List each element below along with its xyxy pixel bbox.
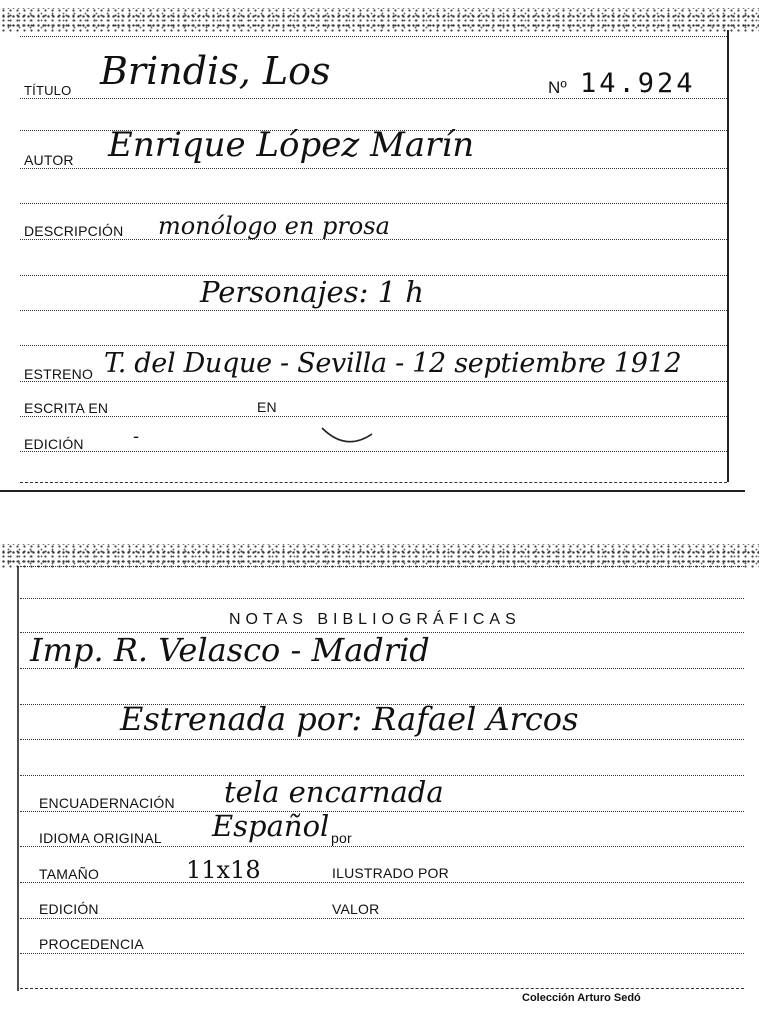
estreno-label: ESTRENO [24, 366, 94, 382]
encuadernacion-label: ENCUADERNACIÓN [39, 795, 175, 811]
idioma-label: IDIOMA ORIGINAL [39, 830, 162, 846]
ruled-line [20, 416, 727, 417]
ruled-line [20, 566, 744, 567]
tamano-label: TAMAÑO [39, 866, 100, 882]
descripcion-label: DESCRIPCIÓN [24, 223, 124, 239]
autor-label: AUTOR [24, 152, 74, 168]
ilustrado-label: ILUSTRADO POR [332, 865, 449, 881]
ruled-line [20, 451, 727, 452]
ruled-line [20, 36, 727, 37]
edicion-label-card2: EDICIÓN [39, 901, 99, 917]
ruled-line [20, 811, 744, 812]
card-top-edge-texture [0, 8, 759, 32]
ruled-line [20, 203, 727, 204]
descripcion-value: monólogo en prosa [158, 212, 390, 240]
ruled-line [20, 381, 727, 382]
edicion-value: - [133, 426, 140, 447]
nota-imprenta: Imp. R. Velasco - Madrid [30, 631, 430, 669]
pen-stroke-mark [318, 422, 378, 448]
card-top-edge-texture [0, 544, 759, 568]
card-bottom-border [0, 490, 745, 492]
ruled-line [20, 882, 744, 883]
ruled-line [20, 918, 744, 919]
procedencia-label: PROCEDENCIA [39, 936, 144, 952]
nota-estrenada: Estrenada por: Rafael Arcos [120, 700, 579, 738]
en-label: EN [257, 399, 277, 415]
collection-credit: Colección Arturo Sedó [522, 992, 641, 1004]
ruled-line [20, 482, 727, 483]
card-right-border [727, 30, 729, 482]
personajes-value: Personajes: 1 h [200, 275, 424, 309]
valor-label: VALOR [332, 901, 380, 917]
por-label: por [331, 830, 352, 846]
encuadernacion-value: tela encarnada [224, 775, 444, 809]
ruled-line [20, 598, 744, 599]
titulo-label: TÍTULO [24, 83, 72, 98]
edicion-label: EDICIÓN [24, 436, 84, 452]
ruled-line [20, 739, 744, 740]
numero-value: 14.924 [580, 68, 696, 99]
ruled-line [20, 345, 727, 346]
ruled-line [20, 953, 744, 954]
notas-bibliograficas-title: NOTAS BIBLIOGRÁFICAS [229, 611, 521, 628]
estreno-value: T. del Duque - Sevilla - 12 septiembre 1912 [104, 348, 682, 379]
ruled-line [20, 168, 727, 169]
escrita-label: ESCRITA EN [24, 400, 109, 416]
card-left-border [17, 566, 19, 991]
numero-label: Nº [548, 78, 567, 97]
ruled-line [20, 310, 727, 311]
ruled-line [20, 846, 744, 847]
idioma-value: Español [212, 809, 330, 843]
autor-value: Enrique López Marín [108, 125, 475, 165]
ruled-line [20, 988, 744, 989]
titulo-value: Brindis, Los [100, 49, 331, 93]
tamano-value: 11x18 [186, 856, 261, 884]
